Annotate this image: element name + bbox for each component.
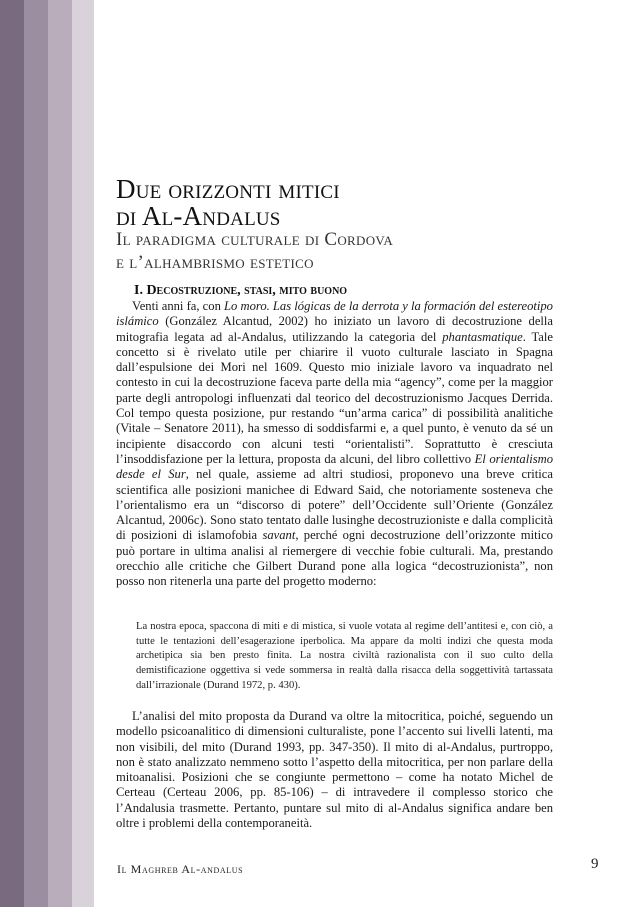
italic-book-title: El orientalismo desde el Sur <box>116 451 554 482</box>
italic-term: savant <box>262 528 296 543</box>
text-span: . Tale concetto si è rivelato utile per chiarire il vuoto culturale lasciato in Spagna dall’espulsione dei Mori nel 1609. Questo mio iniziale lavoro va inquadrato nel contesto in cui la decostruzione faceva parte della mia “agency”, come per la maggior parte degli antropologi influenzati dal teorico del decostruzionismo Jacques Derrida. Col tempo questa posizione, pur restando “un’arma carica” di possibilità analitiche (Vitale – Senatore 2011), ha smesso di soddisfarmi e, a quel punto, è venuto da sé un incipiente disaccordo con alcuni testi “orientalisti”. Soprattutto è cresciuta l’insoddisfazione per la lettura, proposta da alcuni, del libro collettivo <box>116 329 553 466</box>
chapter-subtitle-line1: Il paradigma culturale di Cordova <box>116 229 394 250</box>
text-span: , nel quale, assieme ad altri studiosi, proponevo una breve critica scientifica alle posizioni manichee di Edward Said, che notoriamente sosteneva che l’orientalismo era un “discorso di potere” dell’Occidente sull’Oriente (González Alcantud, 2006c). Sono stato tentato dalle lusinghe decostruzioniste e dalla complicità di posizioni di islamofobia <box>116 467 553 543</box>
running-footer: Il Maghreb Al-andalus <box>117 862 244 876</box>
text-span: Venti anni fa, con <box>132 299 225 313</box>
section-heading: I. Decostruzione, stasi, mito buono <box>134 283 348 298</box>
body-paragraph-1 <box>116 299 553 590</box>
text-span: L’analisi del mito proposta da Durand va oltre la mitocritica, poiché, seguendo un modello psicoanalitico di dimensioni culturaliste, pone l’accento sui livelli latenti, ma non visibili, del mito (Durand 1993, pp. 347-350). Il mito di al-Andalus, purtroppo, non è stato analizzato nemmeno sotto l’aspetto della mitocritica, per non parlare della mitoanalisi. Posizioni che se congiunte permettono – come ha notato Michel de Certeau (Certeau 2006, pp. 85-106) – di intravedere il complesso storico che l’Andalusia trasmette. Pertanto, puntare sul mito di al-Andalus significa andare ben oltre i problemi della contemporaneità. <box>116 709 553 831</box>
chapter-subtitle <box>116 228 556 274</box>
stripe-dark <box>0 0 24 907</box>
stripe-light <box>48 0 72 907</box>
decorative-side-stripes <box>0 0 94 907</box>
stripe-lightest <box>72 0 94 907</box>
text-span: (González Alcantud, 2002) ho iniziato un lavoro di decostruzione della mitografia legata ad al-Andalus, utilizzando la categoria del <box>116 314 553 344</box>
chapter-subtitle-line2: e l’alhambrismo estetico <box>116 252 314 273</box>
italic-book-title: Lo moro. Las lógicas de la derrota y la formación del estereotipo islámico <box>116 299 553 329</box>
italic-term: phantasmatique <box>442 329 523 344</box>
text-span: , perché ogni decostruzione dell’orizzonte mitico può portare in ultima analisi al riemergere di vecchie fobie culturali. Ma, prestando orecchio alle critiche che Gilbert Durand pone alla logica “decostruzionista”, non posso non ritenerla una parte del progetto moderno: <box>116 528 553 589</box>
chapter-title <box>116 176 556 230</box>
body-paragraph-2 <box>116 709 553 831</box>
chapter-title-line1: Due orizzonti mitici <box>116 174 340 204</box>
block-quote: La nostra epoca, spaccona di miti e di mistica, si vuole votata al regime dell’antitesi e, con ciò, a tutte le tentazioni dell’esagerazione iperbolica. Ma appare da molti indizi che questa moda archetipica sia ben presto finita. La nostra civiltà razionalista con il suo culto della demistificazione oggettiva si vede sommersa in realtà dalla risacca della soggettività tartassata dall’irrazionale (Durand 1972, p. 430). <box>136 621 553 691</box>
stripe-medium <box>24 0 48 907</box>
page-number: 9 <box>591 856 599 872</box>
chapter-title-line2: di Al-Andalus <box>116 201 281 231</box>
